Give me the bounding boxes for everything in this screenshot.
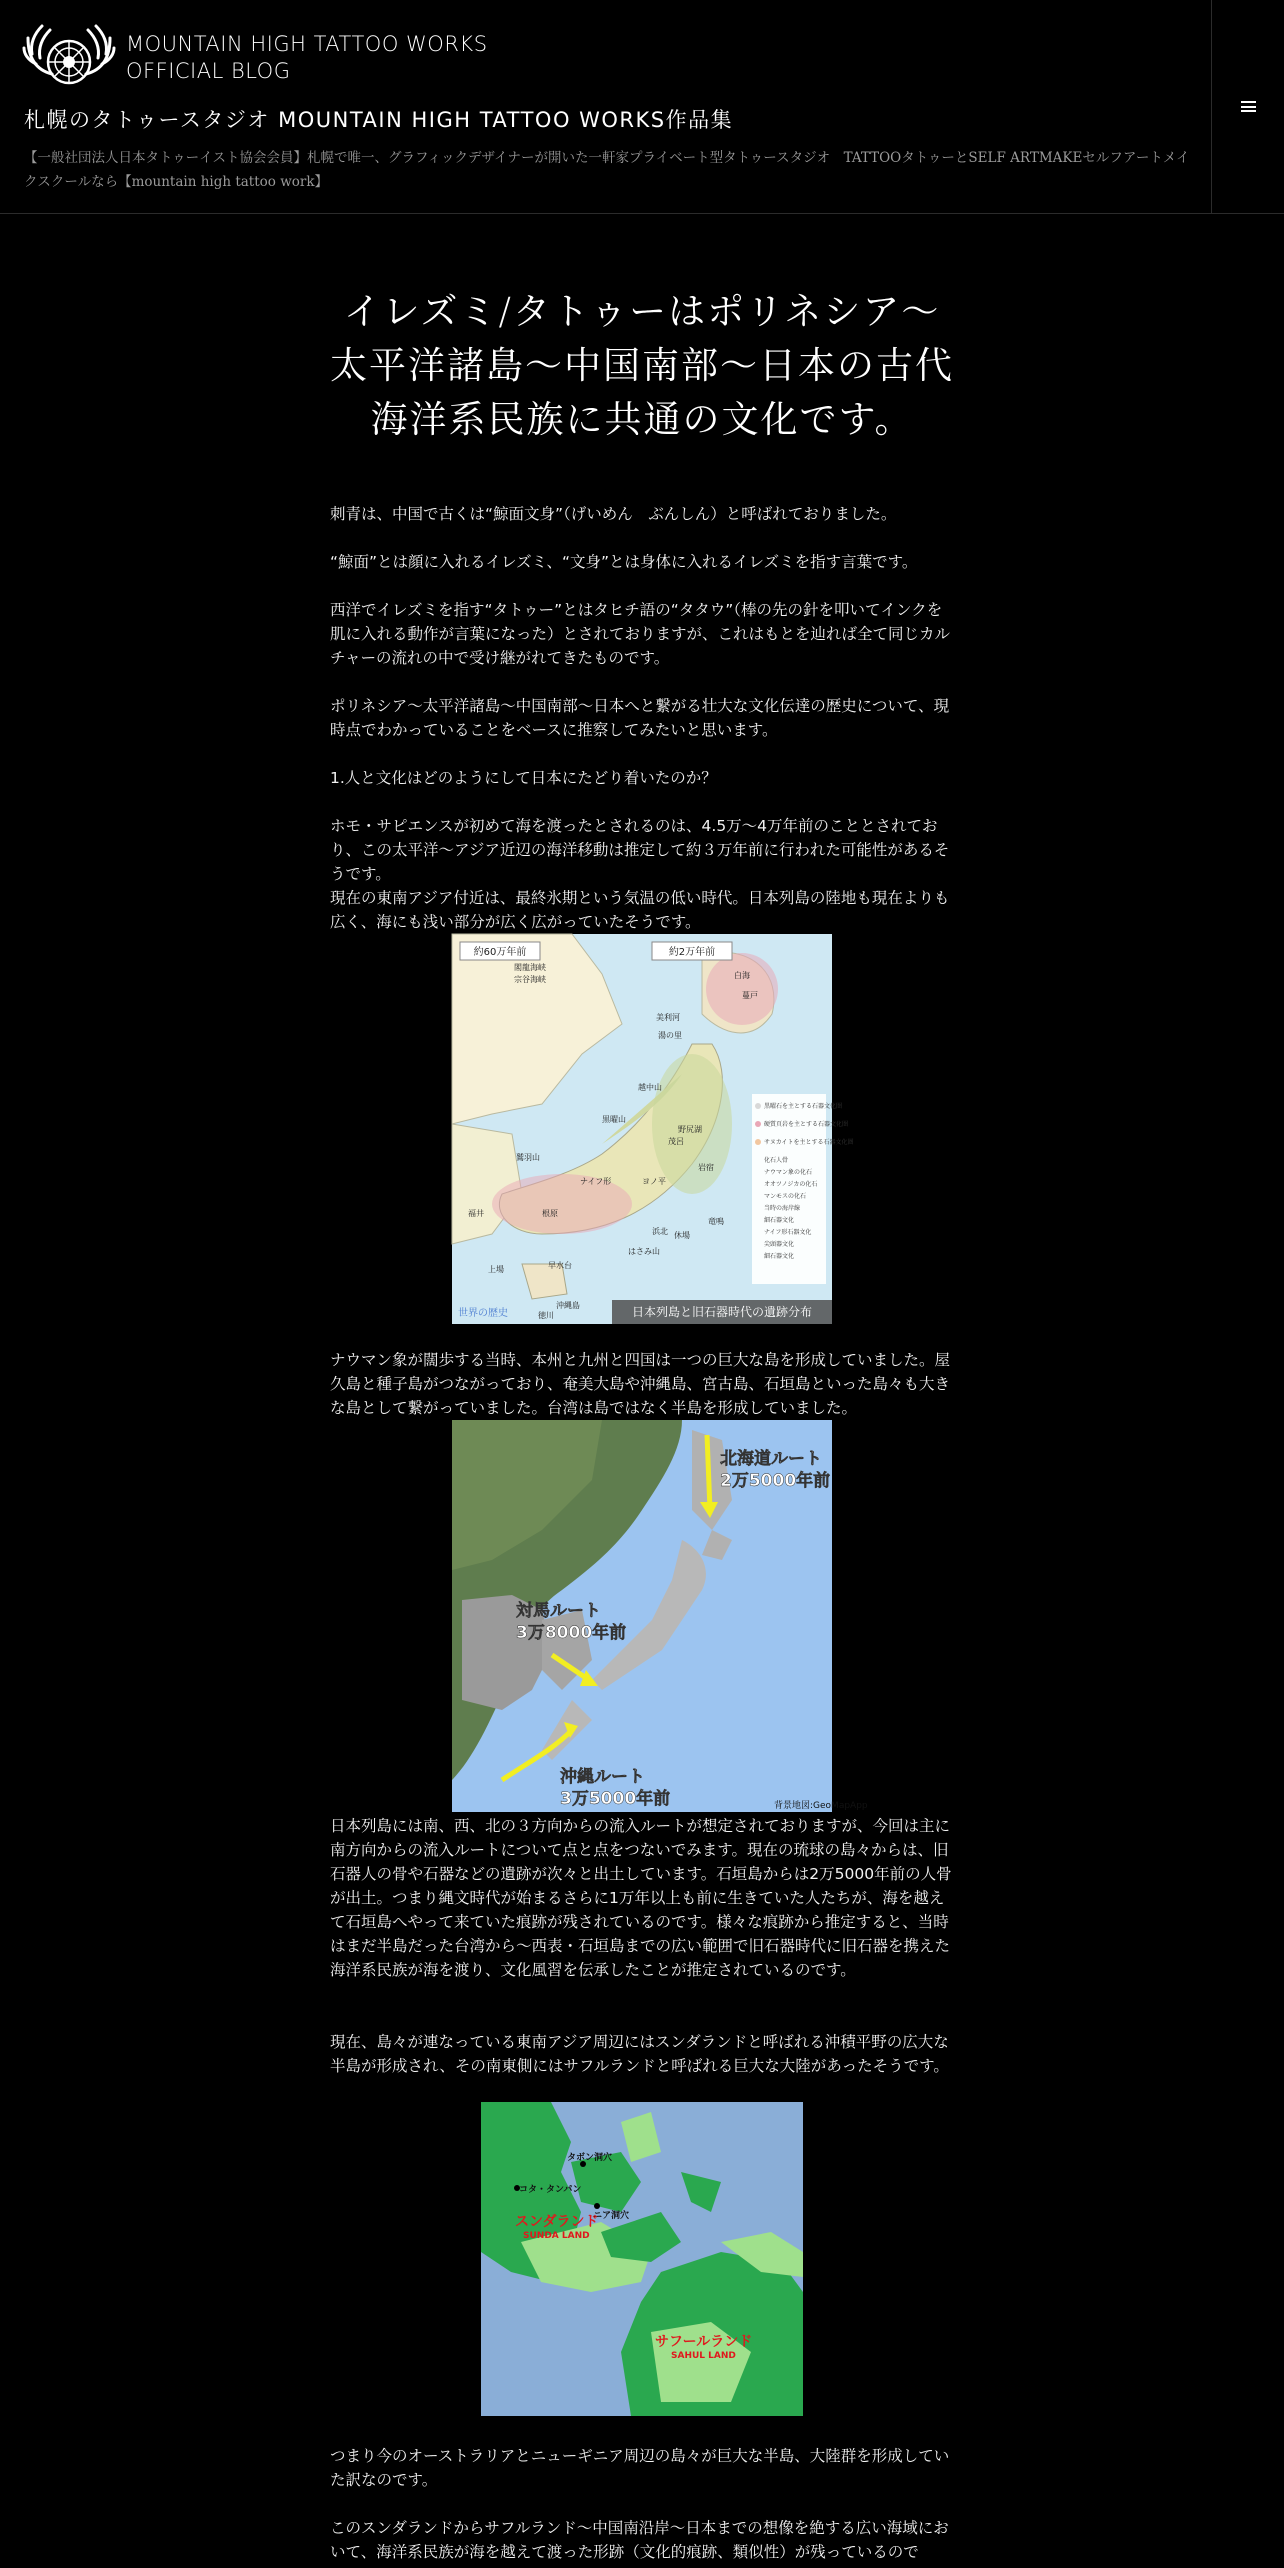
sunda-label-jp: スンダランド [515, 2214, 599, 2230]
map1-place-15: ナイフ形 [580, 1177, 612, 1186]
paragraph-11: このスンダランドからサフルランド〜中国南沿岸〜日本までの想像を絶する広い海域において、海洋系民族が海を越えて渡った形跡（文化的痕跡、類似性）が残っているので [330, 2519, 949, 2561]
map1-place-5: 黒曜山 [602, 1115, 626, 1124]
map1-legend-0: 黒曜石を主とする石器文化圏 [764, 1103, 843, 1110]
map1-legend-4: ナウマン象の化石 [764, 1169, 813, 1176]
map1-place-22: ヨノ平 [642, 1177, 666, 1186]
map1-brand: 世界の歴史 [458, 1308, 508, 1319]
map1-label-right: 約2万年前 [668, 947, 716, 958]
sahul-label-jp: サフールランド [655, 2334, 753, 2350]
paragraph-3: 西洋でイレズミを指す“タトゥー”とはタヒチ語の“タタウ”（棒の先の針を叩いてインクを肌に入れる動作が言葉になった）とされておりますが、これはもとを辿れば全て同じカルチャーの流れの中で受け継がれてきたものです。 [330, 601, 951, 667]
paragraph-10: つまり今のオーストラリアとニューギニア周辺の島々が巨大な半島、大陸群を形成していた訳なのです。 [330, 2447, 950, 2489]
route-south-age: 3万5000年前 [560, 1789, 671, 1809]
map1-place-19: 岩宿 [698, 1163, 714, 1172]
cave-label-3: ニア洞穴 [593, 2211, 630, 2221]
post-header [330, 285, 954, 447]
map1-place-9: 福井 [468, 1209, 484, 1218]
logo-wordmark [126, 31, 488, 85]
map-sunda-sahul [481, 2102, 803, 2416]
map1-legend-5: オオツノジカの化石 [764, 1181, 818, 1188]
route-south-label: 沖縄ルート [560, 1767, 645, 1787]
header-bottom-border [0, 213, 1284, 214]
map1-legend-3: 化石人骨 [764, 1157, 789, 1164]
sahul-label-en: SAHUL LAND [671, 2351, 736, 2361]
paragraph-5: ホモ・サピエンスが初めて海を渡ったとされるのは、4.5万〜4万年前のこととされており、この太平洋〜アジア近辺の海洋移動は推定して約３万年前に行われた可能性があるそうです。 [330, 817, 950, 883]
route-west-age: 3万8000年前 [516, 1623, 627, 1643]
map1-legend-6: マンモスの化石 [764, 1193, 807, 1200]
map1-place-16: 茂呂 [668, 1137, 684, 1146]
route-north-label: 北海道ルート [720, 1449, 822, 1469]
site-header [0, 0, 1211, 213]
cave-label-1: タボン洞穴 [567, 2153, 613, 2163]
map1-place-20: 休場 [674, 1231, 690, 1240]
map1-place-23: 竜鳴 [708, 1217, 724, 1226]
map1-place-18: はさみ山 [628, 1247, 660, 1256]
paragraph-9: 現在、島々が連なっている東南アジア周辺にはスンダランドと呼ばれる沖積平野の広大な半島が形成され、その南東側にはサフルランドと呼ばれる巨大な大陸があったそうです。 [330, 2033, 949, 2075]
map1-place-3: 湯の里 [658, 1031, 682, 1040]
map2-credit: 背景地図:GeoMapApp [774, 1801, 868, 1811]
menu-toggle-button[interactable] [1212, 0, 1284, 213]
map1-label-left: 約60万年前 [473, 947, 527, 958]
section-heading-1: 1.人と文化はどのようにして日本にたどり着いたのか？ [330, 769, 717, 787]
paragraph-6: 現在の東南アジア付近は、最終氷期という気温の低い時代。日本列島の陸地も現在よりも広く、海にも浅い部分が広く広がっていたそうです。 [330, 889, 950, 931]
logo-line1: MOUNTAIN HIGH TATTOO WORKS [126, 32, 488, 56]
map1-legend-2: サヌカイトを主とする石器文化圏 [764, 1139, 854, 1146]
map1-legend-9: ナイフ形石器文化 [764, 1229, 812, 1236]
map-sunda-graphic [481, 2102, 803, 2416]
map1-place-11: 上場 [488, 1265, 504, 1274]
antler-emblem-icon [22, 20, 116, 96]
map1-legend-8: 細石器文化 [764, 1217, 795, 1224]
site-description: 【一般社団法人日本タトゥーイスト協会会員】札幌で唯一、グラフィックデザイナーが開いた一軒家プライベート型タトゥースタジオ TATTOOタトゥーとSELF ARTMAKEセルフアートメイクスクールなら【mountain high tattoo work】 [24, 150, 1190, 190]
map1-legend-10: 尖頭器文化 [764, 1241, 795, 1248]
map1-place-10: 根原 [542, 1209, 558, 1218]
map1-place-17: 野尻湖 [678, 1125, 702, 1134]
map1-place-7: 宗谷海峡 [514, 975, 546, 984]
map1-place-14: 徳川 [538, 1311, 554, 1320]
map1-place-2: 美利河 [656, 1013, 680, 1022]
map1-place-12: 早水台 [548, 1261, 572, 1270]
cave-label-2: コタ・タンパン [519, 2185, 582, 2195]
paragraph-8: 日本列島には南、西、北の３方向からの流入ルートが想定されておりますが、今回は主に南方向からの流入ルートについて点と点をつないでみます。現在の琉球の島々からは、旧石器人の骨や石器などの遺跡が次々と出土しています。石垣島からは2万5000年前の人骨が出土。つまり縄文時代が始まるさらに1万年以上も前に生きていた人たちが、海を越えて石垣島へやって来ていた痕跡が残されているのです。様々な痕跡から推定すると、当時はまだ半島だった台湾から〜西表・石垣島までの広い範囲で旧石器時代に旧石器を携えた海洋系民族が海を渡り、文化風習を伝承したことが推定されているのです。 [330, 1817, 952, 1979]
map1-place-8: 鷲羽山 [516, 1153, 540, 1162]
map1-place-6: 閣龍海峡 [514, 963, 546, 972]
paragraph-2: “鯨面”とは顔に入れるイレズミ、“文身”とは身体に入れるイレズミを指す言葉です。 [330, 553, 918, 571]
paragraph-4: ポリネシア〜太平洋諸島〜中国南部〜日本へと繋がる壮大な文化伝達の歴史について、現時点でわかっていることをベースに推察してみたいと思います。 [330, 697, 950, 739]
route-north-age: 2万5000年前 [720, 1471, 831, 1491]
map1-legend-11: 細石器文化 [764, 1253, 795, 1260]
route-west-label: 対馬ルート [516, 1601, 601, 1621]
post-title: イレズミ/タトゥーはポリネシア〜太平洋諸島〜中国南部〜日本の古代海洋系民族に共通の文化です。 [330, 290, 954, 441]
map1-caption: 日本列島と旧石器時代の遺跡分布 [612, 1300, 832, 1324]
map1-place-21: 浜北 [652, 1227, 668, 1236]
site-title-link[interactable]: 札幌のタトゥースタジオ MOUNTAIN HIGH TATTOO WORKS作品集 [24, 108, 734, 132]
map1-legend-1: 硬質頁岩を主とする石器文化圏 [764, 1121, 849, 1128]
paragraph-1: 刺青は、中国で古くは“鯨面文身”（げいめん ぶんしん）と呼ばれておりました。 [330, 505, 897, 523]
map-japan-graphic [452, 934, 854, 1324]
logo-line2: OFFICIAL BLOG [126, 59, 291, 83]
map1-place-13: 沖縄島 [556, 1301, 580, 1310]
hamburger-icon [1241, 101, 1256, 112]
map-japan-paleolithic [452, 934, 854, 1324]
map1-legend-7: 当時の海岸線 [764, 1205, 801, 1212]
paragraph-7: ナウマン象が闊歩する当時、本州と九州と四国は一つの巨大な島を形成していました。屋久島と種子島がつながっており、奄美大島や沖縄島、宮古島、石垣島といった島々も大きな島として繋がっていました。台湾は島ではなく半島を形成していました。 [330, 1351, 951, 1417]
map1-place-1: 蔓戸 [742, 991, 758, 1000]
sunda-label-en: SUNDA LAND [523, 2231, 590, 2241]
site-logo[interactable] [22, 20, 488, 96]
map-routes-graphic [452, 1420, 868, 1812]
map1-place-4: 越中山 [638, 1083, 662, 1092]
map-migration-routes [452, 1420, 868, 1812]
map1-place-0: 白海 [734, 971, 750, 980]
